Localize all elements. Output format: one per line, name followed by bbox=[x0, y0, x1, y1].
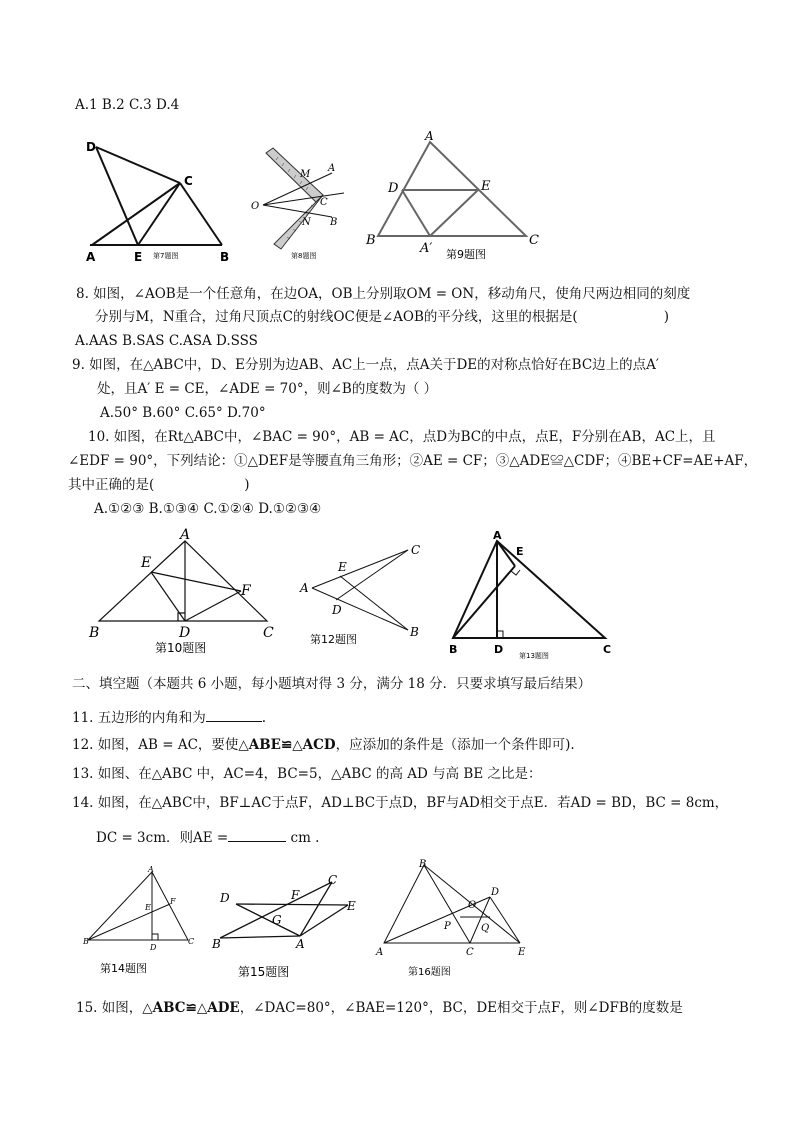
fig13-label-e: E bbox=[516, 545, 524, 558]
fig16-label-b: B bbox=[419, 859, 427, 870]
fig16-label-o: O bbox=[468, 900, 477, 911]
q12: 12. 如图，AB = AC，要使△ABE≌△ACD，应添加的条件是（添加一个条件即可). bbox=[72, 737, 575, 753]
fig16-label-c: C bbox=[466, 947, 474, 958]
figure-12 bbox=[296, 538, 426, 650]
fig12-line-eb bbox=[340, 576, 408, 630]
fig12-label-a: A bbox=[300, 581, 309, 595]
fig10-triangle-abc bbox=[99, 541, 267, 621]
fig14-label-e: E bbox=[145, 903, 151, 912]
q10-line-2: ∠EDF = 90°，下列结论：①△DEF是等腰直角三角形；②AE = CF；③△ADE≌△CDF；④BE+CF=AE+AF， bbox=[68, 453, 758, 469]
fig12-label-d: D bbox=[332, 603, 342, 617]
fig9-line-da2 bbox=[402, 190, 430, 236]
fig8-label-m: M bbox=[300, 169, 311, 180]
fig13-label-c: C bbox=[603, 643, 612, 656]
fig14-caption: 第14题图 bbox=[100, 962, 147, 975]
fig15-label-f: F bbox=[291, 888, 300, 902]
fig15-label-e: E bbox=[347, 899, 356, 913]
fig13-label-a: A bbox=[493, 529, 502, 542]
fig15-label-d: D bbox=[220, 891, 230, 905]
fig7-line-cb bbox=[180, 183, 222, 245]
fig13-caption: 第13题图 bbox=[519, 652, 549, 660]
fig8-label-a: A bbox=[328, 163, 336, 174]
fig9-label-b: B bbox=[366, 233, 376, 248]
fig15-line-de bbox=[236, 904, 348, 905]
fig9-label-a: A bbox=[425, 129, 434, 143]
q8-line-1: 8. 如图，∠AOB是一个任意角，在边OA，OB上分别取OM = ON，移动角尺，使角尺两边相同的刻度 bbox=[76, 286, 691, 302]
fig12-line-ab bbox=[312, 588, 408, 630]
fig10-label-e: E bbox=[141, 555, 152, 571]
fig7-label-e: E bbox=[134, 250, 143, 264]
q14-line-1: 14. 如图，在△ABC中，BF⊥AC于点F，AD⊥BC于点D，BF与AD相交于点E．若AD = BD，BC = 8cm， bbox=[72, 795, 729, 811]
q8-options: A.AAS B.SAS C.ASA D.SSS bbox=[75, 333, 258, 349]
fig13-label-d: D bbox=[494, 643, 504, 656]
fig9-line-ea2 bbox=[430, 190, 478, 236]
fig15-label-b: B bbox=[212, 937, 221, 951]
fig12-label-c: C bbox=[411, 543, 421, 557]
fig8-label-b: B bbox=[330, 217, 338, 228]
fig12-label-e: E bbox=[338, 560, 347, 574]
fig14-label-b: B bbox=[83, 937, 89, 946]
fig15-label-g: G bbox=[272, 913, 282, 927]
fig7-line-ce bbox=[138, 183, 180, 245]
fig16-triangle-abc bbox=[384, 865, 470, 943]
fig13-triangle-abc bbox=[453, 541, 605, 638]
section-2-heading: 二、填空题（本题共 6 小题，每小题填对得 3 分，满分 18 分．只要求填写最后结果） bbox=[72, 676, 592, 692]
fig15-line-ba bbox=[220, 936, 300, 938]
fig16-caption: 第16题图 bbox=[408, 967, 451, 978]
q9-line-2: 处，且A′ E = CE，∠ADE = 70°，则∠B的度数为（ ） bbox=[97, 381, 438, 397]
fig14-label-a: A bbox=[148, 865, 154, 874]
q10-line-3: 其中正确的是( ) bbox=[68, 477, 250, 493]
figure-7 bbox=[80, 135, 240, 265]
fig14-label-c: C bbox=[188, 937, 195, 946]
fig10-line-df bbox=[185, 591, 241, 621]
fig14-right-angle bbox=[152, 934, 158, 940]
fig9-label-e: E bbox=[481, 179, 491, 194]
q9-options: A.50° B.60° C.65° D.70° bbox=[100, 405, 266, 421]
fig15-label-a: A bbox=[296, 937, 305, 951]
fig16-label-a: A bbox=[376, 947, 384, 958]
fig7-label-c: C bbox=[184, 174, 193, 188]
fig10-label-f: F bbox=[241, 583, 251, 599]
q13: 13. 如图、在△ABC 中，AC=4，BC=5，△ABC 的高 AD 与高 BE 之比是： bbox=[72, 766, 542, 782]
q9-line-1: 9. 如图，在△ABC中，D、E分别为边AB、AC上一点，点A关于DE的对称点恰好在BC边上的点A′ bbox=[72, 357, 659, 373]
fig12-caption: 第12题图 bbox=[310, 633, 357, 646]
fig7-label-a: A bbox=[86, 250, 96, 264]
fig10-label-d: D bbox=[179, 625, 191, 641]
q10-line-1: 10. 如图，在Rt△ABC中，∠BAC = 90°，AB = AC，点D为BC的中点，点E，F分别在AB，AC上，且 bbox=[88, 429, 716, 445]
fig16-label-e: E bbox=[518, 947, 526, 958]
fig12-label-b: B bbox=[410, 625, 419, 639]
fig16-label-q: Q bbox=[481, 923, 490, 934]
fig14-label-d: D bbox=[150, 943, 157, 952]
fig10-line-ed bbox=[151, 572, 185, 621]
fig10-caption: 第10题图 bbox=[155, 641, 207, 655]
fig9-label-a-prime: A′ bbox=[420, 241, 433, 256]
fig8-label-c: C bbox=[320, 197, 328, 208]
fig7-caption: 第7题图 bbox=[153, 252, 179, 260]
fig15-label-c: C bbox=[328, 873, 338, 887]
q8-line-2: 分别与M，N重合，过角尺顶点C的射线OC便是∠AOB的平分线，这里的根据是( ) bbox=[95, 309, 669, 325]
fig16-label-d: D bbox=[491, 887, 500, 898]
q6-options: A.1 B.2 C.3 D.4 bbox=[75, 97, 180, 113]
fig8-caption: 第8题图 bbox=[291, 252, 317, 260]
fig7-label-d: D bbox=[86, 140, 96, 154]
fig9-label-c: C bbox=[529, 233, 539, 248]
fig14-label-f: F bbox=[170, 897, 176, 906]
fig15-caption: 第15题图 bbox=[238, 965, 290, 979]
fig10-label-c: C bbox=[263, 625, 274, 641]
fig9-label-d: D bbox=[388, 181, 399, 196]
figure-16 bbox=[372, 855, 542, 983]
fig12-line-dc bbox=[336, 550, 408, 600]
q10-options: A.①②③ B.①③④ C.①②④ D.①②③④ bbox=[94, 501, 322, 517]
q15: 15. 如图，△ABC≌△ADE，∠DAC=80°，∠BAE=120°，BC，DE相交于点F，则∠DFB的度数是 bbox=[76, 1000, 683, 1016]
figure-14 bbox=[82, 862, 197, 980]
fig13-label-b: B bbox=[449, 643, 458, 656]
fig16-label-p: P bbox=[444, 921, 451, 932]
figure-15 bbox=[212, 868, 367, 983]
fig10-line-ef bbox=[151, 572, 241, 591]
fig15-line-da bbox=[236, 904, 300, 936]
fig14-triangle-abc bbox=[88, 872, 188, 940]
figure-9 bbox=[362, 128, 552, 264]
fig9-caption: 第9题图 bbox=[446, 248, 486, 261]
fig12-line-ac bbox=[312, 550, 408, 588]
fig8-label-n: N bbox=[302, 217, 311, 228]
fig10-label-a: A bbox=[180, 527, 191, 543]
fig13-line-be bbox=[453, 566, 515, 638]
fig10-label-b: B bbox=[89, 625, 100, 641]
q14-line-2: DC = 3cm．则AE = cm . bbox=[96, 827, 319, 848]
q11: 11. 五边形的内角和为 . bbox=[72, 707, 266, 728]
figure-8 bbox=[248, 145, 358, 263]
fig15-line-ae bbox=[300, 905, 348, 936]
fig8-ruler-lower bbox=[274, 195, 323, 249]
fig7-label-b: B bbox=[220, 250, 230, 264]
fig8-ruler-upper bbox=[266, 148, 323, 202]
figure-10 bbox=[85, 525, 285, 657]
fig16-line-de bbox=[490, 897, 520, 943]
fig13-right-angle-e bbox=[511, 570, 520, 575]
figure-13 bbox=[445, 528, 620, 660]
fig7-line-ca bbox=[92, 183, 180, 245]
fig8-label-o: O bbox=[251, 201, 260, 212]
